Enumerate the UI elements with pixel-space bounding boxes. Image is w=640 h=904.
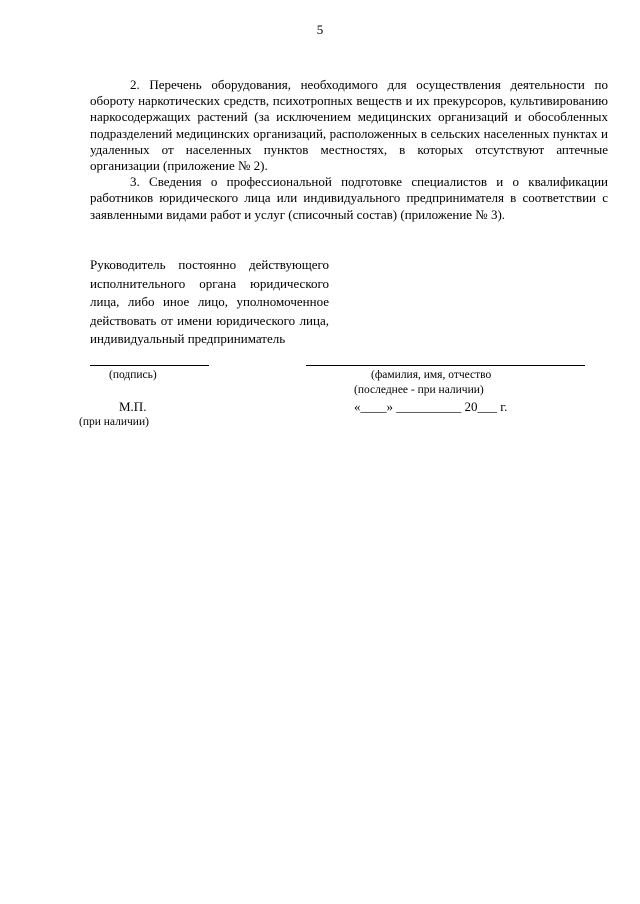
- signature-line[interactable]: [90, 365, 209, 366]
- paragraph-item-3: 3. Сведения о профессиональной подготовке специалистов и о квалификации работников юридического лица или индивидуального предпринимателя в соответствии с заявленными видами работ и услуг (списочный состав) (приложение № 3).: [90, 174, 608, 222]
- signatory-description: Руководитель постоянно действующего исполнительного органа юридического лица, либо иное лицо, уполномоченное действовать от имени юридического лица, индивидуальный предприниматель: [90, 257, 329, 347]
- full-name-line[interactable]: [306, 365, 585, 366]
- signature-caption: (подпись): [109, 369, 157, 381]
- paragraph-item-2: 2. Перечень оборудования, необходимого для осуществления деятельности по обороту наркотических средств, психотропных веществ и их прекурсоров, культивированию наркосодержащих растений (за исключением медицинских организаций и обособленных подразделений медицинских организаций, расположенных в сельских населенных пунктах и удаленных от населенных пунктов местностях, в которых отсутствуют аптечные организации (приложение № 2).: [90, 77, 608, 174]
- date-field[interactable]: «____» __________ 20___ г.: [354, 399, 508, 414]
- full-name-caption: (фамилия, имя, отчество: [371, 369, 492, 381]
- page-number: 5: [316, 22, 324, 37]
- patronymic-note: (последнее - при наличии): [354, 384, 484, 396]
- stamp-note: (при наличии): [79, 416, 149, 428]
- document-body: [90, 77, 608, 223]
- stamp-label: М.П.: [119, 399, 147, 414]
